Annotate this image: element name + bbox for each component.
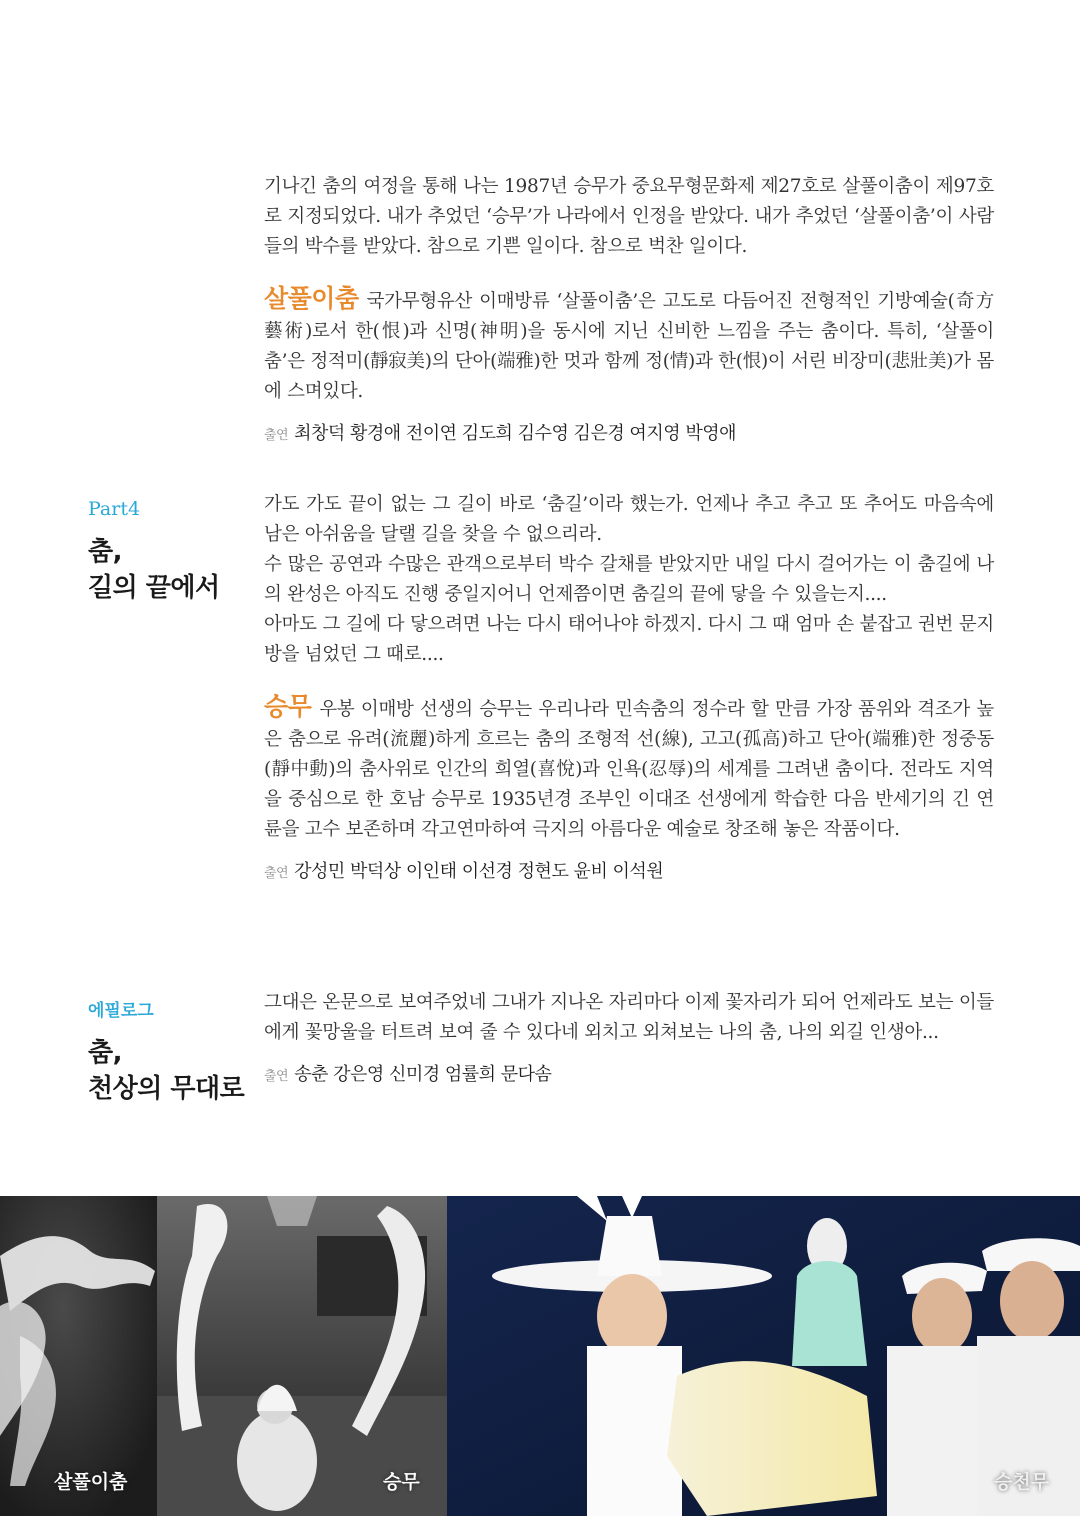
epilogue-title-line1: 춤,	[88, 1038, 122, 1068]
epilogue-heading	[88, 996, 248, 1107]
part4-paragraph-2: 수 많은 공연과 수많은 관객으로부터 박수 갈채를 받았지만 내일 다시 걸어가는 이 춤길에 나의 완성은 아직도 진행 중일지어니 언제쯤이면 춤길의 끝에 닿을 수 있을는지....	[264, 554, 994, 605]
part4-paragraph-3: 아마도 그 길에 다 닿으려면 나는 다시 태어나야 하겠지. 다시 그 때 엄마 손 붙잡고 권번 문지방을 넘었던 그 때로....	[264, 614, 994, 665]
intro-section	[264, 172, 994, 445]
photo-salpuri	[0, 1196, 157, 1516]
epilogue-cast	[264, 1060, 994, 1086]
part4-title-line2: 길의 끝에서	[88, 573, 220, 603]
part4-label: Part4	[88, 498, 141, 520]
salpuri-cast-label: 출연	[264, 428, 289, 443]
part4-paragraph-1: 가도 가도 끝이 없는 그 길이 바로 ‘춤길’이라 했는가. 언제나 추고 추고 또 추어도 마음속에 남은 아쉬움을 달랠 길을 찾을 수 없으리라.	[264, 494, 994, 545]
salpuri-term: 살풀이춤	[264, 284, 359, 313]
seungmu-cast	[264, 857, 994, 883]
epilogue-title-line2: 천상의 무대로	[88, 1074, 245, 1104]
epilogue-label: 에필로그	[88, 1001, 154, 1021]
epilogue-paragraph: 그대은 온문으로 보여주었네 그내가 지나온 자리마다 이제 꽃자리가 되어 언제라도 보는 이들에게 꽃망울을 터트려 보여 줄 수 있다네 외치고 외쳐보는 나의 춤, 나의 외길 인생아...	[264, 992, 994, 1043]
seungmu-description: 우봉 이매방 선생의 승무는 우리나라 민속춤의 정수라 할 만큼 가장 품위와 격조가 높은 춤으로 유려(流麗)하게 흐르는 춤의 조형적 선(線), 고고(孤高)하고 단아(端雅)한 정중동(靜中動)의 춤사위로 인간의 희열(喜悅)과 인욕(忍辱)의 세계를 그려낸 춤이다. 전라도 지역을 중심으로 한 호남 승무로 1935년경 조부인 이대조 선생에게 학습한 다음 반세기의 긴 연륜을 고수 보존하며 각고연마하여 극지의 아름다운 예술로 창조해 놓은 작품이다.	[264, 699, 994, 840]
salpuri-cast	[264, 419, 994, 445]
photo-seungmu	[157, 1196, 447, 1516]
seungmu-description-block	[264, 692, 994, 845]
seungmu-term: 승무	[264, 692, 312, 721]
photo-caption-seungmu: 승무	[383, 1471, 420, 1493]
intro-paragraph: 기나긴 춤의 여정을 통해 나는 1987년 승무가 중요무형문화제 제27호로 살풀이춤이 제97호로 지정되었다. 내가 추었던 ‘승무’가 나라에서 인정을 받았다. 내가 추었던 ‘살풀이춤’이 사람들의 박수를 받았다. 참으로 기쁜 일이다. 참으로 벅찬 일이다.	[264, 176, 994, 257]
epilogue-cast-label: 출연	[264, 1069, 289, 1084]
part4-heading	[88, 498, 248, 606]
salpuri-cast-names: 최창덕 황경애 전이연 김도희 김수영 김은경 여지영 박영애	[294, 423, 736, 444]
photo-caption-seungcheonmu: 승천무	[994, 1471, 1050, 1493]
salpuri-description: 국가무형유산 이매방류 ‘살풀이춤’은 고도로 다듬어진 전형적인 기방예술(奇方藝術)로서 한(恨)과 신명(神明)을 동시에 지닌 신비한 느낌을 주는 춤이다. 특히, ‘살풀이춤’은 정적미(靜寂美)의 단아(端雅)한 멋과 함께 정(情)과 한(恨)이 서린 비장미(悲壯美)가 몸에 스며있다.	[264, 291, 994, 402]
seungmu-cast-names: 강성민 박덕상 이인태 이선경 정현도 윤비 이석원	[294, 861, 664, 882]
epilogue-cast-names: 송춘 강은영 신미경 엄률희 문다솜	[294, 1064, 552, 1085]
photo-caption-salpuri: 살풀이춤	[54, 1471, 128, 1493]
photo-seungcheonmu	[447, 1196, 1080, 1516]
part4-title-line1: 춤,	[88, 537, 122, 567]
seungmu-cast-label: 출연	[264, 866, 289, 881]
salpuri-description-block	[264, 284, 994, 407]
epilogue-section	[264, 988, 994, 1086]
seungcheonmu-dancers-image	[447, 1196, 1080, 1516]
photo-strip	[0, 1196, 1080, 1516]
part4-section	[264, 490, 994, 883]
